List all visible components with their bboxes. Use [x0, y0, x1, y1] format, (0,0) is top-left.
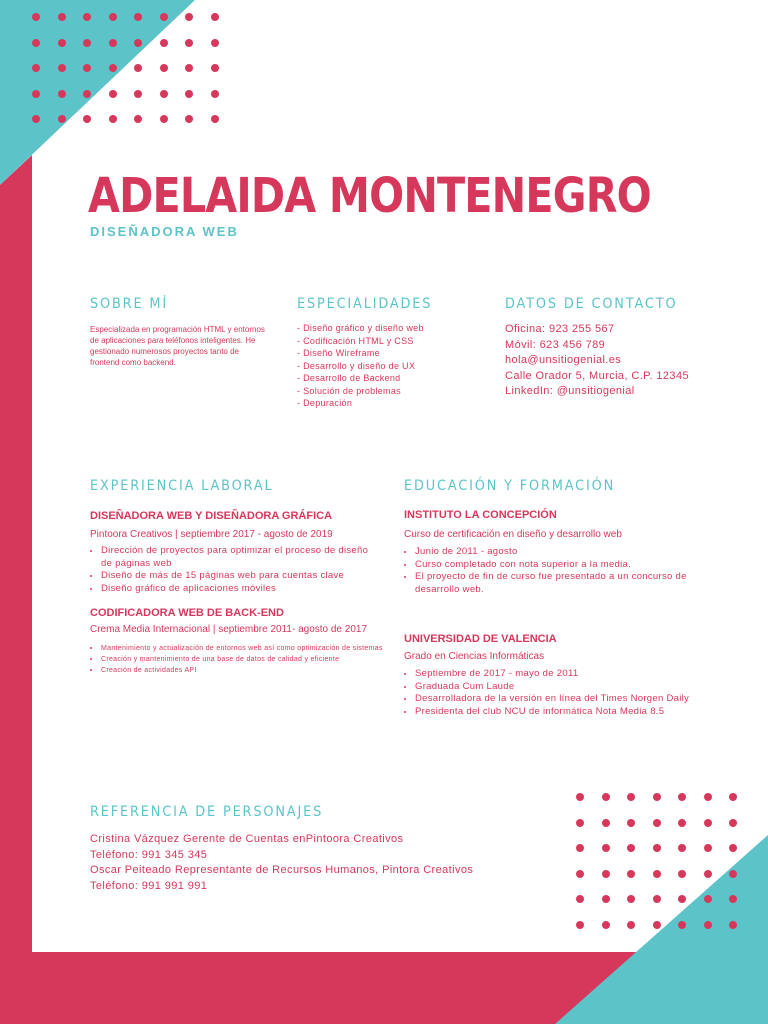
person-name: ADELAIDA MONTENEGRO [88, 168, 651, 224]
school-course: Curso de certificación en diseño y desarrollo web [404, 529, 622, 540]
list-item: • Septiembre de 2017 - mayo de 2011 [415, 668, 715, 681]
reference-line: Teléfono: 991 345 345 [90, 848, 208, 861]
list-item: - Desarrollo y diseño de UX [297, 360, 416, 371]
office-phone: Oficina: 923 255 567 [505, 323, 615, 335]
specialties-title: ESPECIALIDADES [297, 296, 433, 312]
contact-title: DATOS DE CONTACTO [505, 296, 678, 312]
references-title: REFERENCIA DE PERSONAJES [90, 804, 324, 820]
list-item: • Dirección de proyectos para optimizar el proceso de diseño de páginas web [101, 545, 371, 570]
list-item: • Presidenta del club NCU de informática Nota Media 8.5 [415, 706, 715, 719]
list-item: • Creación de actividades API [101, 665, 386, 676]
school-name: INSTITUTO LA CONCEPCIÓN [404, 509, 557, 521]
list-item: • Junio de 2011 - agosto [415, 546, 715, 559]
list-item: • Diseño de más de 15 páginas web para cuentas clave [101, 570, 371, 583]
list-item: - Diseño gráfico y diseño web [297, 323, 424, 333]
school-bullets [401, 546, 715, 596]
list-item: • Graduada Cum Laude [415, 681, 715, 694]
job-title: CODIFICADORA WEB DE BACK-END [90, 607, 284, 619]
list-item: • Curso completado con nota superior a la media. [415, 559, 715, 572]
job-company: Crema Media Internacional | septiembre 2011- agosto de 2017 [90, 624, 368, 635]
references-block [90, 832, 473, 894]
list-item: - Solución de problemas [297, 385, 401, 396]
about-title: SOBRE MÍ [90, 296, 168, 312]
job-bullets [87, 643, 386, 676]
postal-address: Calle Orador 5, Murcia, C.P. 12345 [505, 369, 689, 382]
job-company: Pintoora Creativos | septiembre 2017 - agosto de 2019 [90, 529, 333, 540]
reference-line: Teléfono: 991 991 991 [90, 879, 208, 892]
education-title: EDUCACIÓN Y FORMACIÓN [404, 478, 616, 494]
list-item: - Diseño Wireframe [297, 348, 380, 358]
linkedin-handle: LinkedIn: @unsitiogenial [505, 385, 635, 397]
mobile-phone: Móvil: 623 456 789 [505, 338, 606, 351]
school-course: Grado en Ciencias Informáticas [404, 651, 545, 662]
person-role: DISEÑADORA WEB [90, 224, 239, 239]
list-item: • El proyecto de fin de curso fue presentado a un concurso de desarrollo web. [415, 571, 715, 596]
contact-block [505, 322, 689, 400]
job-title: DISEÑADORA WEB Y DISEÑADORA GRÁFICA [90, 510, 333, 522]
list-item: - Depuración [297, 398, 353, 408]
reference-line: Oscar Peiteado Representante de Recursos Humanos, Pintora Creativos [90, 864, 474, 876]
list-item: - Codificación HTML y CSS [297, 335, 414, 346]
list-item: • Diseño gráfico de aplicaciones móviles [101, 583, 371, 596]
job-bullets [87, 545, 371, 595]
list-item: - Desarrollo de Backend [297, 373, 401, 383]
about-text: Especializada en programación HTML y entornos de aplicaciones para teléfonos inteligentes. He gestionado numerosos proyectos tanto de frontend como backend. [90, 325, 265, 367]
specialties-list [297, 322, 424, 410]
experience-title: EXPERIENCIA LABORAL [90, 478, 274, 494]
school-bullets [401, 668, 715, 718]
list-item: • Creación y mantenimiento de una base de datos de calidad y eficiente [101, 654, 386, 665]
reference-line: Cristina Vázquez Gerente de Cuentas enPintoora Creativos [90, 833, 404, 845]
list-item: • Mantenimiento y actualización de entornos web así como optimización de sistemas [101, 643, 386, 654]
school-name: UNIVERSIDAD DE VALENCIA [404, 633, 557, 645]
list-item: • Desarrolladora de la versión en línea del Times Norgen Daily [415, 693, 715, 706]
email-address: hola@unsitiogenial.es [505, 354, 622, 366]
